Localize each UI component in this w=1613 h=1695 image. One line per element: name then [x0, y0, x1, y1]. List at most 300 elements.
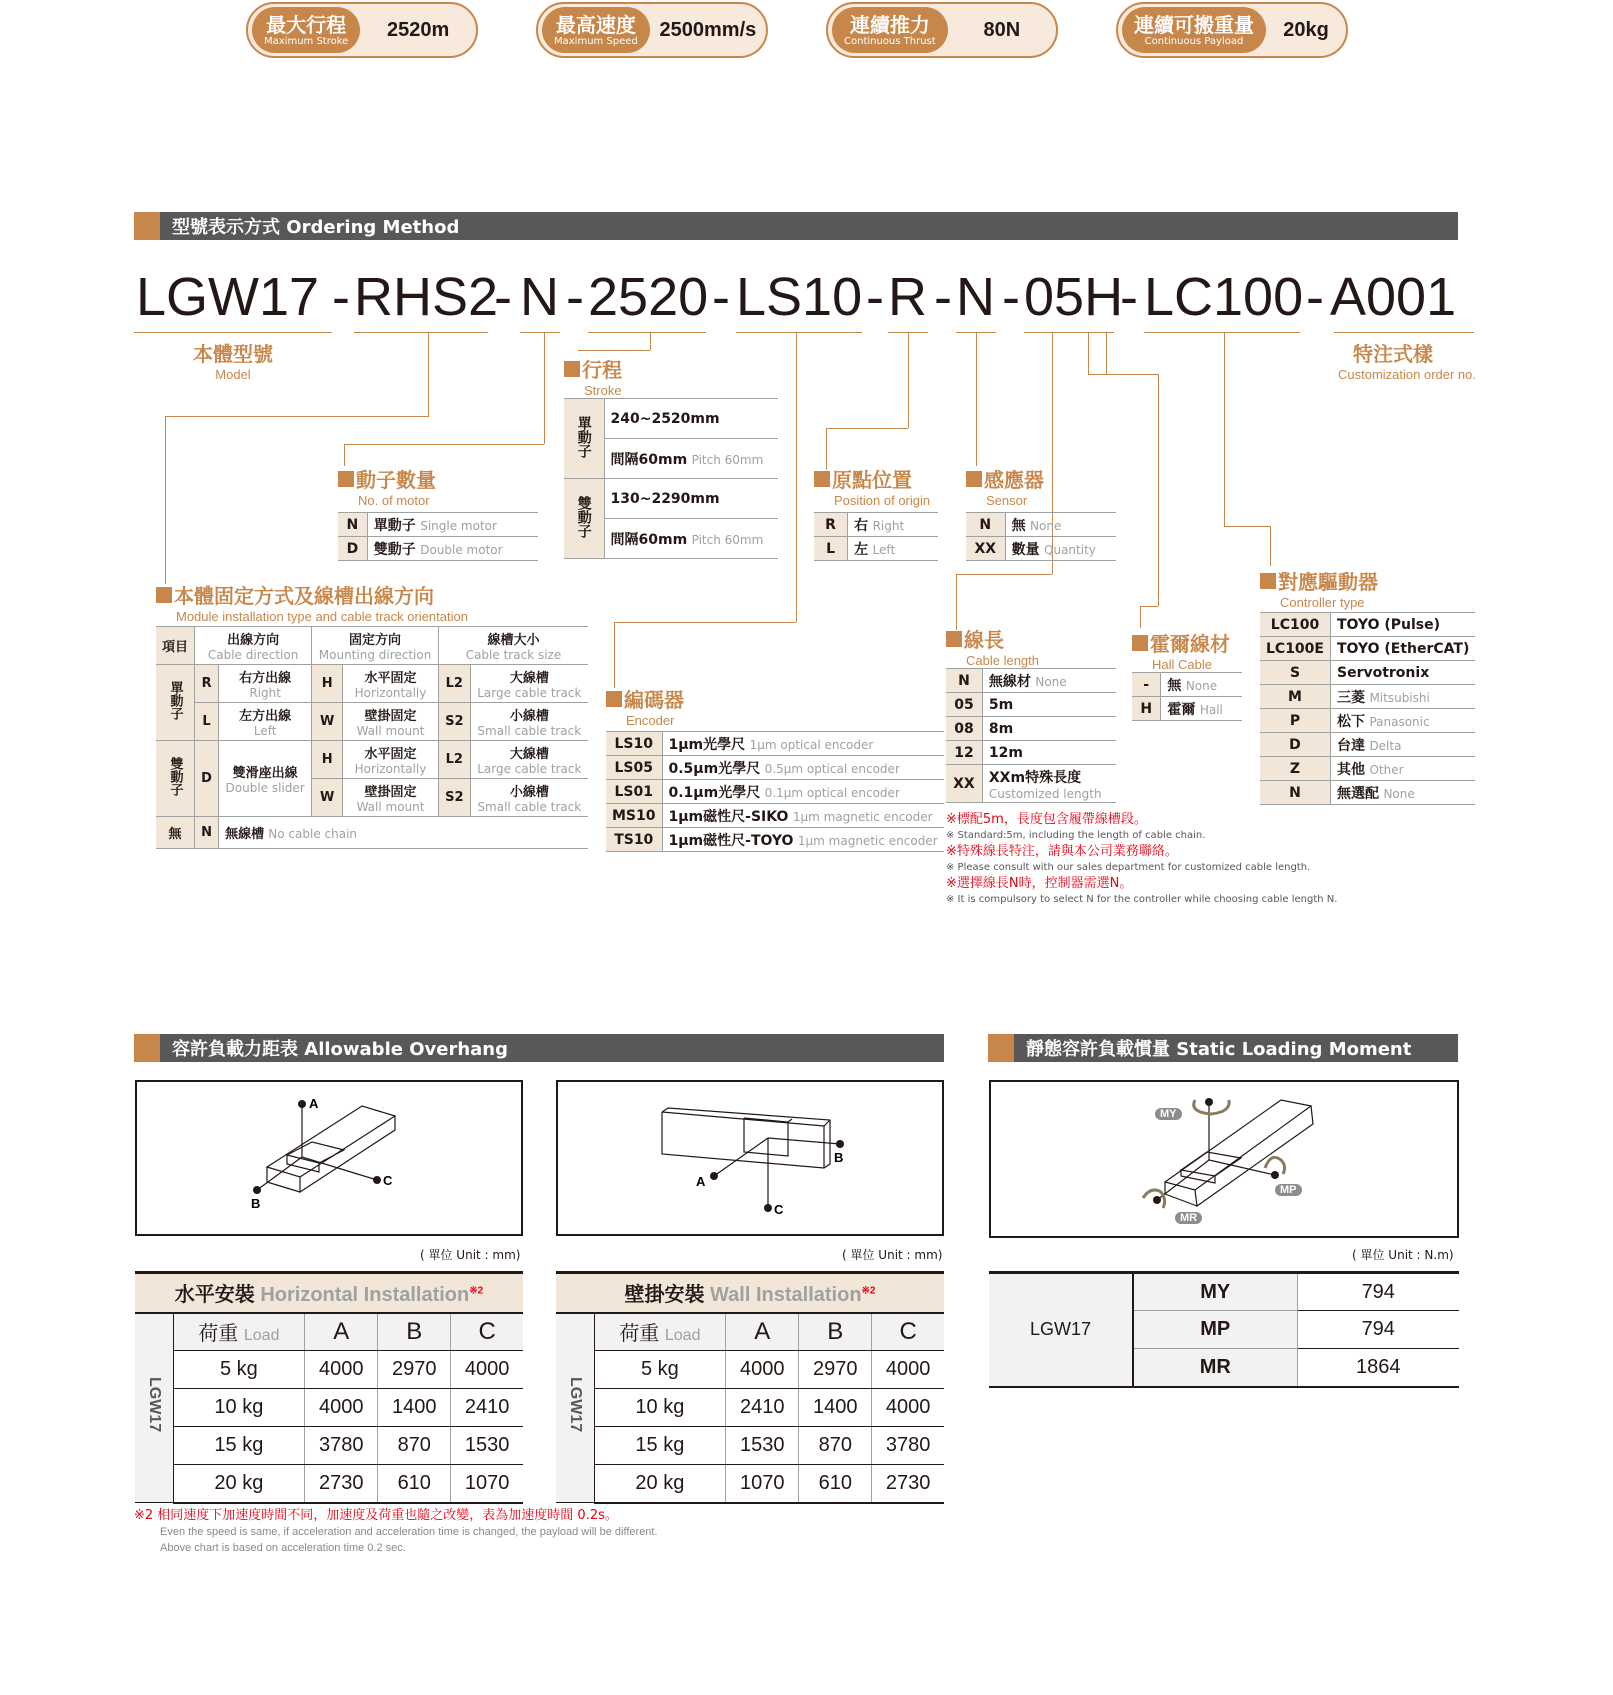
model-label: LGW17 [145, 1377, 163, 1433]
code-cable-hall: 05H [1024, 267, 1124, 327]
option-zh: 無線槽 [225, 827, 265, 842]
svg-text:B: B [834, 1150, 844, 1165]
option-zh: TOYO (Pulse) [1330, 613, 1475, 637]
svg-text:C: C [383, 1173, 393, 1188]
option-code: N [195, 817, 219, 849]
mp-tag: MP [1275, 1184, 1302, 1196]
option-zh: XXm特殊長度 [988, 769, 1082, 786]
my-tag: MY [1155, 1108, 1182, 1120]
table-row [946, 717, 1116, 741]
option-en: Hall [1199, 702, 1223, 717]
option-code: XX [966, 537, 1005, 561]
col-a: A [726, 1313, 799, 1351]
table-row [1260, 661, 1475, 685]
accent-square [134, 1034, 160, 1062]
option-zh: 雙動子 [373, 541, 416, 558]
connector [428, 332, 429, 416]
option-zh: 壁掛固定 [364, 709, 417, 724]
table-row [156, 703, 588, 741]
option-en: Quantity [1044, 542, 1096, 557]
note-mark: ※2 [861, 1285, 876, 1297]
table-row [814, 513, 938, 537]
accent-square [1260, 573, 1276, 589]
moment-axes-icon [991, 1082, 1457, 1236]
table-row [338, 537, 538, 561]
underline [1024, 332, 1114, 333]
heading-zh: 原點位置 [832, 468, 912, 492]
accent-square [966, 471, 982, 487]
wall-overhang-diagram [556, 1080, 944, 1236]
underline [588, 332, 706, 333]
custom-label [1310, 338, 1476, 382]
option-en: Horizontally [354, 686, 427, 700]
spec-value: 2500mm/s [659, 18, 757, 41]
hall-table [1132, 672, 1242, 721]
connector [544, 332, 545, 444]
option-en: No cable chain [268, 827, 358, 841]
accent-square [606, 691, 622, 707]
connector [1270, 526, 1271, 566]
caption-en: Horizontal Installation [260, 1284, 470, 1307]
option-zh: 無 [1167, 677, 1182, 694]
encoder-heading [606, 684, 684, 728]
table-row [946, 765, 1116, 803]
option-code: 12 [946, 741, 982, 765]
underline [1334, 332, 1474, 333]
underline [134, 332, 332, 333]
option-en: Wall mount [356, 800, 425, 814]
note-gray: ※ It is compulsory to select N for the controller while choosing cable length N. [946, 894, 1338, 905]
option-zh: 1μm光學尺 [668, 736, 746, 753]
accent-square [988, 1034, 1014, 1062]
option-code: LC100 [1260, 613, 1330, 637]
underline [354, 332, 488, 333]
table-row: 15 kg 3780 870 1530 [135, 1427, 523, 1465]
static-moment-diagram [989, 1080, 1459, 1238]
spec-value: 80N [983, 18, 1021, 41]
note-en: Even the speed is same, if acceleration and acceleration time is changed, the payload will be different. [160, 1526, 658, 1538]
col-b: B [378, 1313, 451, 1351]
heading-zh: 線長 [964, 628, 1004, 652]
stroke-heading [564, 354, 622, 398]
section-title: 型號表示方式 Ordering Method [172, 217, 460, 238]
code-stroke: 2520 [588, 267, 709, 327]
option-zh: 松下 [1336, 713, 1365, 730]
unit-label: ( 單位 Unit : mm) [420, 1248, 521, 1262]
heading-en: Cable length [966, 653, 1039, 668]
connector [614, 622, 615, 688]
wall-installation-table [556, 1271, 944, 1504]
heading-en: Controller type [1280, 595, 1365, 610]
spec-max-speed [536, 2, 768, 58]
note-mark: ※2 [469, 1285, 484, 1297]
option-code: W [312, 703, 343, 741]
table-header [156, 627, 588, 665]
underline [736, 332, 862, 333]
code-dash: - [712, 267, 730, 327]
stroke-range: 130~2290mm [604, 479, 778, 519]
note-red: ※特殊線長特注，請與本公司業務聯絡。 [946, 844, 1178, 859]
table-row [1260, 757, 1475, 781]
connector [1088, 374, 1158, 375]
table-row [1260, 781, 1475, 805]
option-zh: 單動子 [373, 517, 416, 534]
option-zh: 右方出線 [239, 671, 292, 686]
table-row [338, 513, 538, 537]
option-code: - [1132, 673, 1161, 697]
connector [826, 428, 908, 429]
option-en: None [1035, 674, 1067, 689]
connector [1088, 332, 1089, 374]
origin-heading [814, 464, 930, 508]
table-row [1132, 673, 1242, 697]
option-zh: 1μm磁性尺-TOYO [668, 832, 794, 849]
cable-heading [946, 624, 1039, 668]
col-a: A [305, 1313, 378, 1351]
table-row [946, 693, 1116, 717]
option-zh: 台達 [1336, 737, 1365, 754]
heading-zh: 感應器 [984, 468, 1044, 492]
option-zh: 1μm磁性尺-SIKO [668, 808, 789, 825]
option-zh: 無線材 [988, 673, 1031, 690]
moment-value: 1864 [1356, 1355, 1401, 1378]
option-en: Left [253, 724, 277, 738]
table-row [1260, 685, 1475, 709]
option-en: Double motor [420, 542, 503, 557]
table-row [966, 537, 1116, 561]
option-zh: 水平固定 [364, 747, 417, 762]
spec-label: 連續可搬重量 Continuous Payload [1122, 7, 1266, 53]
stroke-range: 240~2520mm [604, 399, 778, 439]
option-zh: 左 [854, 541, 869, 558]
connector [1224, 526, 1270, 527]
actuator-wall-icon [558, 1082, 942, 1234]
accent-square [156, 587, 172, 603]
option-zh: 其他 [1336, 761, 1365, 778]
option-code: MS10 [606, 804, 662, 828]
option-code: TS10 [606, 828, 662, 852]
table-row [156, 741, 588, 779]
heading-zh: 編碼器 [624, 688, 684, 712]
connector [796, 332, 797, 622]
spec-label: 連續推力 Continuous Thrust [832, 7, 948, 53]
hall-heading [1132, 628, 1230, 672]
header-en: Cable track size [465, 648, 562, 662]
table-row [564, 399, 778, 439]
installation-table [156, 626, 588, 849]
code-encoder: LS10 [736, 267, 863, 327]
connector [956, 574, 1052, 575]
table-row [1260, 733, 1475, 757]
option-code: W [312, 779, 343, 817]
option-zh: 大線槽 [509, 747, 549, 762]
section-ordering-method [134, 212, 1458, 240]
spec-max-stroke [246, 2, 478, 58]
option-en: 0.1μm optical encoder [764, 785, 900, 800]
accent-square [564, 361, 580, 377]
pitch-en: Pitch 60mm [691, 452, 764, 467]
section-title: 靜態容許負載慣量 Static Loading Moment [1026, 1039, 1412, 1060]
code-dash: - [1306, 267, 1324, 327]
option-code: D [1260, 733, 1330, 757]
option-code: S [1260, 661, 1330, 685]
option-en: Wall mount [356, 724, 425, 738]
model-label: LGW17 [566, 1377, 584, 1433]
load-header-en: Load [243, 1327, 280, 1345]
heading-en: Module installation type and cable track orientation [176, 609, 468, 624]
group-zh: 雙動子 [575, 495, 592, 538]
pitch-zh: 間隔60mm [610, 451, 688, 468]
option-zh: 大線槽 [509, 671, 549, 686]
option-zh: 0.5μm光學尺 [668, 760, 761, 777]
table-row [946, 741, 1116, 765]
option-en: Delta [1369, 738, 1402, 753]
option-en: Panasonic [1369, 714, 1430, 729]
code-dash: - [566, 267, 584, 327]
section-static-moment [988, 1034, 1458, 1062]
option-code: S2 [438, 779, 470, 817]
connector [908, 332, 909, 428]
group-zh: 單動子 [575, 415, 592, 458]
caption-zh: 壁掛安裝 [624, 1284, 705, 1307]
code-install: RHS2 [354, 267, 499, 327]
option-code: N [966, 513, 1005, 537]
accent-square [946, 631, 962, 647]
option-code: N [1260, 781, 1330, 805]
code-controller: LC100 [1144, 267, 1304, 327]
actuator-horizontal-icon [137, 1082, 521, 1234]
option-en: Other [1369, 762, 1404, 777]
underline [1144, 332, 1300, 333]
unit-label: ( 單位 Unit : mm) [842, 1248, 943, 1262]
encoder-table [606, 731, 944, 852]
custom-label-zh: 特注式樣 [1353, 342, 1433, 366]
option-zh: 5m [982, 693, 1116, 717]
mr-tag: MR [1175, 1212, 1202, 1224]
note-gray: ※ Standard:5m, including the length of cable chain. [946, 830, 1206, 841]
horizontal-installation-table [135, 1271, 523, 1504]
cable-notes [946, 812, 1337, 908]
table-row: 10 kg 2410 1400 4000 [556, 1389, 944, 1427]
section-title: 容許負載力距表 Allowable Overhang [172, 1039, 508, 1060]
option-en: Customized length [988, 786, 1102, 801]
heading-en: Hall Cable [1152, 657, 1212, 672]
option-zh: 8m [982, 717, 1116, 741]
table-row: 5 kg 4000 2970 4000 [556, 1351, 944, 1389]
code-dash: - [1120, 267, 1138, 327]
heading-en: Stroke [584, 383, 622, 398]
table-row [966, 513, 1116, 537]
option-en: 1μm magnetic encoder [797, 833, 938, 848]
table-row [156, 665, 588, 703]
option-en: Left [872, 542, 896, 557]
option-code: R [814, 513, 848, 537]
header-zh: 線槽大小 [487, 633, 540, 648]
accent-square [1132, 635, 1148, 651]
header-en: Cable direction [207, 648, 299, 662]
code-custom: A001 [1330, 267, 1457, 327]
option-code: Z [1260, 757, 1330, 781]
table-header [556, 1313, 944, 1351]
table-row [606, 828, 944, 852]
code-dash: - [494, 267, 512, 327]
heading-zh: 行程 [582, 358, 622, 382]
option-code: H [312, 741, 343, 779]
option-code: XX [946, 765, 982, 803]
load-header-en: Load [664, 1327, 701, 1345]
option-zh: 小線槽 [509, 785, 549, 800]
note-red: ※標配5m，長度包含履帶線槽段。 [946, 812, 1147, 827]
option-code: H [312, 665, 343, 703]
code-motor: N [520, 267, 559, 327]
load-header-zh: 荷重 [619, 1323, 660, 1346]
connector [344, 444, 544, 445]
option-code: L2 [438, 665, 470, 703]
spec-label: 最高速度 Maximum Speed [542, 7, 650, 53]
installation-heading [156, 580, 468, 624]
table-header [135, 1313, 523, 1351]
table-row [1132, 697, 1242, 721]
option-zh: 雙滑座出線 [232, 766, 298, 781]
connector [165, 416, 166, 584]
underline [520, 332, 560, 333]
option-zh: 水平固定 [364, 671, 417, 686]
controller-heading [1260, 566, 1378, 610]
header-zh: 項目 [162, 640, 189, 655]
accent-square [814, 471, 830, 487]
horizontal-overhang-diagram [135, 1080, 523, 1236]
header-zh: 固定方向 [349, 633, 402, 648]
moment-value: 794 [1297, 1311, 1459, 1349]
connector [956, 574, 957, 630]
option-en: Double slider [225, 781, 305, 795]
option-code: N [946, 669, 982, 693]
motor-table [338, 512, 538, 561]
caption-zh: 水平安裝 [174, 1284, 255, 1307]
option-code: L [195, 703, 219, 741]
option-zh: 無 [1011, 517, 1026, 534]
code-origin: R [888, 267, 927, 327]
overhang-footnote [134, 1508, 658, 1556]
unit-label: ( 單位 Unit : N.m) [1352, 1248, 1454, 1262]
code-dash: - [866, 267, 884, 327]
option-code: D [195, 741, 219, 817]
heading-zh: 對應驅動器 [1278, 570, 1378, 594]
spec-value: 20kg [1283, 18, 1329, 41]
col-c: C [451, 1313, 523, 1351]
stroke-table [564, 398, 778, 559]
load-header-zh: 荷重 [198, 1323, 239, 1346]
caption-en: Wall Installation [710, 1284, 862, 1307]
note-gray: ※ Please consult with our sales department for customized cable length. [946, 862, 1311, 873]
heading-zh: 本體固定方式及線槽出線方向 [174, 584, 434, 608]
connector [1140, 606, 1141, 628]
table-row [989, 1273, 1459, 1311]
section-allowable-overhang [134, 1034, 944, 1062]
spec-continuous-thrust [826, 2, 1058, 58]
option-zh: TOYO (EtherCAT) [1330, 637, 1475, 661]
static-moment-table [989, 1271, 1459, 1388]
option-en: 1μm magnetic encoder [792, 809, 933, 824]
heading-zh: 動子數量 [356, 468, 436, 492]
connector [650, 332, 651, 350]
table-row [606, 780, 944, 804]
heading-en: Encoder [626, 713, 675, 728]
option-zh: 無選配 [1336, 785, 1379, 802]
header-zh: 出線方向 [227, 633, 280, 648]
option-en: 0.5μm optical encoder [764, 761, 900, 776]
option-zh: 12m [982, 741, 1116, 765]
cable-table [946, 668, 1116, 803]
svg-text:A: A [696, 1174, 706, 1189]
option-code: L2 [438, 741, 470, 779]
option-zh: 0.1μm光學尺 [668, 784, 761, 801]
table-row [606, 732, 944, 756]
table-row [606, 756, 944, 780]
svg-text:A: A [309, 1096, 319, 1111]
option-en: Right [249, 686, 281, 700]
model-label: LGW17 [989, 1273, 1133, 1387]
table-row: 5 kg 4000 2970 4000 [135, 1351, 523, 1389]
custom-label-en: Customization order no. [1337, 367, 1476, 382]
table-row: 20 kg 2730 610 1070 [135, 1465, 523, 1503]
code-dash: - [1002, 267, 1020, 327]
option-code: N [338, 513, 367, 537]
option-code: 05 [946, 693, 982, 717]
table-row: 15 kg 1530 870 3780 [556, 1427, 944, 1465]
motor-heading [338, 464, 436, 508]
sensor-table [966, 512, 1116, 561]
group-zh: 無 [156, 817, 195, 849]
code-model: LGW17 [136, 267, 320, 327]
connector [578, 350, 650, 351]
connector [1140, 606, 1158, 607]
option-en: Large cable track [477, 762, 582, 776]
option-zh: 霍爾 [1167, 701, 1196, 718]
option-code: M [1260, 685, 1330, 709]
option-en: Single motor [420, 518, 497, 533]
connector [344, 444, 345, 466]
option-zh: 數量 [1011, 541, 1040, 558]
model-label-zh: 本體型號 [193, 342, 273, 366]
table-caption [135, 1273, 523, 1313]
svg-text:B: B [251, 1196, 261, 1211]
option-code: P [1260, 709, 1330, 733]
option-code: L [814, 537, 848, 561]
header-en: Mounting direction [318, 648, 432, 662]
option-en: Small cable track [477, 800, 582, 814]
model-label [178, 338, 288, 382]
table-row [1260, 637, 1475, 661]
table-row [564, 479, 778, 519]
table-row [156, 817, 588, 849]
table-row [946, 669, 1116, 693]
code-dash: - [934, 267, 952, 327]
option-en: Horizontally [354, 762, 427, 776]
option-en: None [1185, 678, 1218, 693]
table-row [1260, 709, 1475, 733]
connector [165, 416, 429, 417]
option-en: None [1030, 518, 1062, 533]
pitch-en: Pitch 60mm [691, 532, 764, 547]
model-label-en: Model [215, 367, 251, 382]
option-zh: 右 [854, 517, 869, 534]
moment-name: MR [1133, 1349, 1297, 1387]
option-en: Right [872, 518, 905, 533]
heading-en: Sensor [986, 493, 1028, 508]
col-c: C [872, 1313, 944, 1351]
svg-text:C: C [774, 1202, 784, 1217]
